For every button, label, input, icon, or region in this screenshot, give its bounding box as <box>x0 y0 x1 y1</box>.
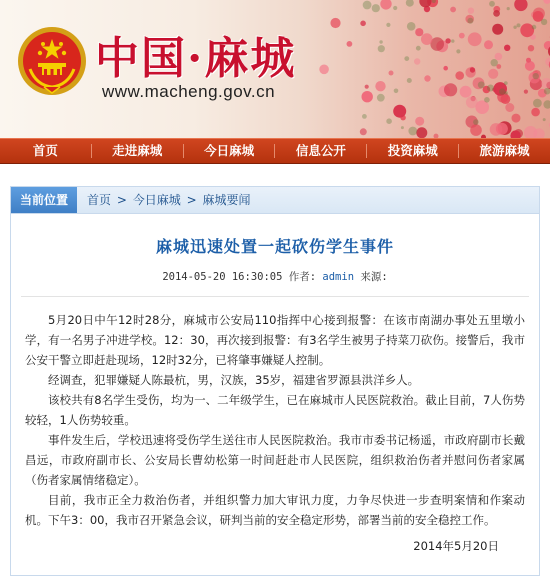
article-author[interactable]: admin <box>322 271 354 283</box>
article-paragraph: 事件发生后，学校迅速将受伤学生送往市人民医院救治。我市市委书记杨遥，市政府副市长戴昌远，市政府副市长、公安局长曹幼松第一时间赶赴市人民医院，组织救治伤者并慰问伤者家属（伤者家属情绪稳定）。 <box>25 430 525 490</box>
article-date: 2014年5月20日 <box>11 538 539 554</box>
site-title: 中国·麻城 <box>95 22 296 86</box>
breadcrumb-home[interactable]: 首页 <box>87 193 111 207</box>
article-paragraph: 5月20日中午12时28分，麻城市公安局110指挥中心接到报警：在该市南湖办事处五里墩小学，有一名男子冲进学校。12：30，再次接到报警：有3名学生被男子持菜刀砍伤。接警后，我市公安干警立即赶赴现场，12时32分，已将肇事嫌疑人控制。 <box>25 310 525 370</box>
national-emblem-icon <box>16 25 88 97</box>
article-paragraph: 经调查，犯罪嫌疑人陈最杭，男，汉族，35岁，福建省罗源县洪洋乡人。 <box>25 370 525 390</box>
article-body <box>11 297 539 530</box>
location-bar <box>11 187 539 214</box>
nav-item-home[interactable]: 首页 <box>0 139 91 163</box>
nav-item-about[interactable]: 走进麻城 <box>92 139 183 163</box>
site-banner <box>0 0 550 138</box>
article-paragraph: 该校共有8名学生受伤，均为一、二年级学生，已在麻城市人民医院救治。截止目前，7人伤势较轻，1人伤势较重。 <box>25 390 525 430</box>
article-meta <box>11 269 539 284</box>
article-datetime: 2014-05-20 16:30:05 <box>162 271 282 283</box>
article-panel <box>10 186 540 576</box>
breadcrumb-separator: > <box>117 193 127 207</box>
nav-item-news[interactable]: 今日麻城 <box>184 139 275 163</box>
nav-item-tourism[interactable]: 旅游麻城 <box>459 139 550 163</box>
article-paragraph: 目前，我市正全力救治伤者，并组织警力加大审讯力度，力争尽快进一步查明案情和作案动机。下午3：00，我市召开紧急会议，研判当前的安全稳定形势，部署当前的安全稳控工作。 <box>25 490 525 530</box>
site-url: www.macheng.gov.cn <box>102 82 275 102</box>
nav-spacer <box>0 164 550 184</box>
article-author-label: 作者: <box>289 271 316 283</box>
breadcrumb-today[interactable]: 今日麻城 <box>133 193 181 207</box>
breadcrumb <box>87 187 250 213</box>
main-nav <box>0 138 550 164</box>
article-title: 麻城迅速处置一起砍伤学生事件 <box>11 234 539 257</box>
location-tag: 当前位置 <box>11 187 77 213</box>
breadcrumb-separator: > <box>187 193 197 207</box>
article-source-label: 来源: <box>360 271 387 283</box>
nav-item-info[interactable]: 信息公开 <box>275 139 366 163</box>
nav-item-invest[interactable]: 投资麻城 <box>367 139 458 163</box>
breadcrumb-news[interactable]: 麻城要闻 <box>202 193 250 207</box>
